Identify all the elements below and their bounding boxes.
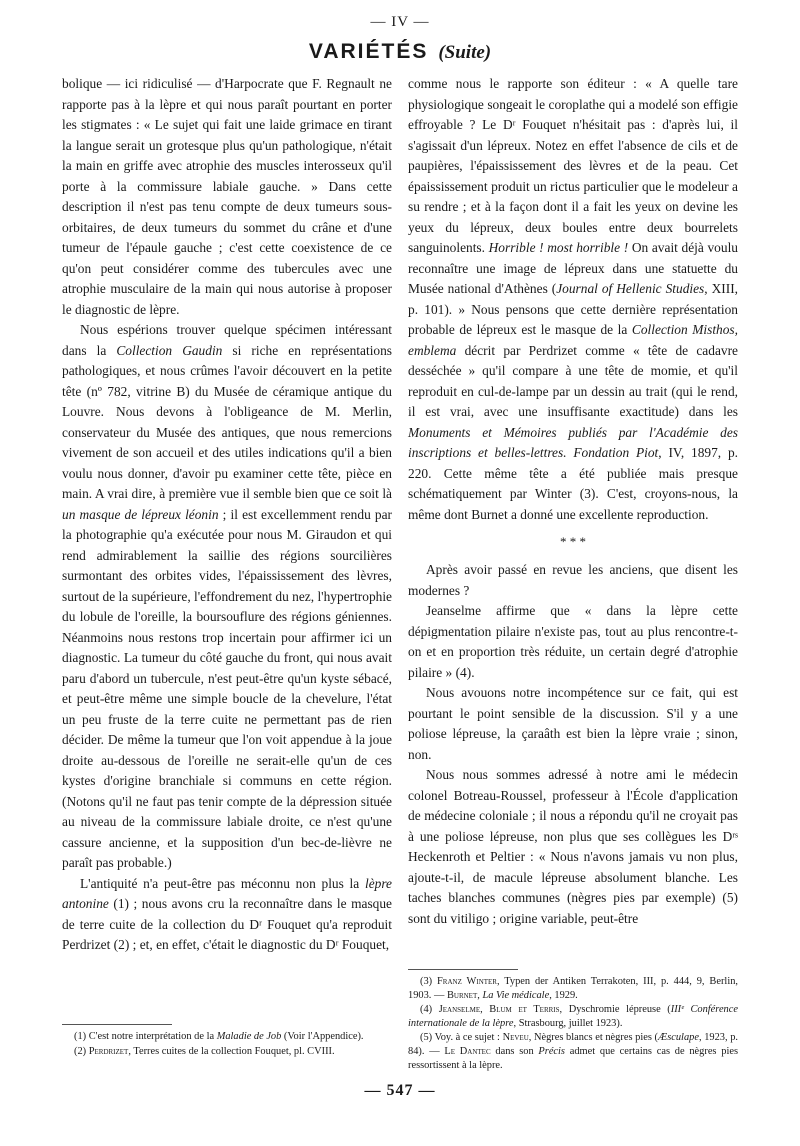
right-footnotes — [408, 963, 738, 1073]
right-paragraph-4: Nous avouons notre incompétence sur ce fait, qui est pourtant le point sensible de la discussion. S'il y a une poliose lépreuse, la çaraâth est bien la lèpre vraie ; sinon, non. — [408, 685, 738, 762]
footnote-3: (3) Franz Winter, Typen der Antiken Terrakoten, III, p. 444, 9, Berlin, 1903. — Burnet, La Vie médicale, 1929. — [408, 976, 738, 1001]
footnote-4: (4) Jeanselme, Blum et Terris, Dyschromie lépreuse (IIIᵉ Conférence internationale de la lèpre, Strasbourg, juillet 1923). — [408, 1004, 738, 1029]
footnote-5: (5) Voy. à ce sujet : Neveu, Nègres blancs et nègres pies (Æsculape, 1923, p. 84). — Le Dantec dans son Précis admet que certains cas de nègres pies ressortissent à la lèpre. — [408, 1032, 738, 1071]
footnote-1: (1) C'est notre interprétation de la Maladie de Job (Voir l'Appendice). — [74, 1031, 364, 1042]
right-column — [408, 74, 738, 929]
page-number-bottom: — 547 — — [364, 1082, 436, 1099]
right-paragraph-1: comme nous le rapporte son éditeur : « A quelle tare physiologique songeait le coroplathe qui a modelé son effigie effroyable ? Le Dʳ Fouquet n'hésitait pas : d'après lui, il s'agissait d'un lépreux. Notez en effet l'absence de cils et de paupières, l'épaississement des lèvres et de la peau. Cet épaississement produit un rictus particulier que le modeleur a su rendre ; et à la façon dont il a fait les yeux on devine les yeux du lépreux, deux boules entre deux bourrelets sanguinolents. Horrible ! most horrible ! On avait déjà voulu reconnaître une image de lépreux dans une statuette du Musée national d'Athènes (Journal of Hellenic Studies, XIII, p. 101). » Nous pensons que cette dernière représentation probable de lépreux est le masque de la Collection Misthos, emblema décrit par Perdrizet comme « tête de cadavre desséchée » qu'il compare à une tête de momie, et qu'il reproduit en cul-de-lampe par un dessin au trait (qui le rend, il est vrai, avec une insuffisante exactitude) dans les Monuments et Mémoires publiés par l'Académie des inscriptions et belles-lettres. Fondation Piot, IV, 1897, p. 220. Cette même tête a été publiée mais presque schématiquement par Winter (3). C'est, croyons-nous, la même dont Burnet a donné une excellente reproduction. — [408, 76, 739, 522]
right-paragraph-3: Jeanselme affirme que « dans la lèpre cette dépigmentation pilaire n'existe pas, tout au plus rencontre-t-on et en proportion très réduite, un certain degré d'atrophie pilaire » (4). — [408, 603, 738, 680]
right-paragraph-2: Après avoir passé en revue les anciens, que disent les modernes ? — [408, 562, 738, 598]
left-paragraph-2: Nous espérions trouver quelque spécimen intéressant dans la Collection Gaudin si riche en représentations pathologiques, et nous crûmes l'avoir découvert en la petite tête (nº 782, vitrine B) du Musée de céramique antique du Louvre. Nous devons à l'obligeance de M. Merlin, conservateur du Musée des antiques, que nous remercions vivement de son accueil et des utiles indications qu'il a bien voulu nous donner, d'avoir pu examiner cette tête, pièce en main. A vrai dire, à première vue il semble bien que ce soit là un masque de lépreux léonin ; il est excellemment rendu par la photographie qu'a exécutée pour nous M. Giraudon et qui rend admirablement la saillie des régions sourcilières surmontant des orbites vides, l'épaississement des lèvres, surtout de la supérieure, l'effondrement du nez, l'hypertrophie du lobule de l'oreille, la boursouflure des régions géniennes. Néanmoins nous restons trop incertain pour affirmer ici un diagnostic. La tumeur du côté gauche du front, qui nous avait paru d'abord un tubercule, n'est peut-être qu'un kyste sébacé, et peut-être même une simple boucle de la chevelure, l'état un peu fruste de la terre cuite ne permettant pas de rien décider. De même la tumeur que l'on voit appendue à la joue droite au-dessous de l'oreille ne serait-elle qu'un de ces kystes d'origine branchiale si communs en cette région. (Notons qu'il ne faut pas tenir compte de la dépression située au niveau de la commissure labiale droite, ce n'est qu'une cassure ancienne, et la supposition d'un bec-de-lièvre ne paraît pas probable.) — [62, 322, 393, 870]
left-paragraph-3: L'antiquité n'a peut-être pas méconnu non plus la lèpre antonine (1) ; nous avons cru la reconnaître dans le masque de terre cuite de la collection du Dʳ Fouquet qu'a reproduit Perdrizet (2) ; et, en effet, c'était le diagnostic du Dʳ Fouquet, — [62, 875, 392, 952]
footnote-2: (2) Perdrizet, Terres cuites de la collection Fouquet, pl. CVIII. — [74, 1045, 335, 1057]
section-separator-stars: * * * — [560, 534, 586, 549]
left-paragraph-1: bolique — ici ridiculisé — d'Harpocrate que F. Regnault ne rapporte pas à la lèpre et qui nous paraît pourtant en porter les stigmates : « Le sujet qui fait une laide grimace en tirant la langue serait un grotesque plus qu'un pathologique, n'était la main en griffe avec atrophie des muscles interosseux qu'il porte à la commissure labiale gauche. » Dans cette description il n'est pas tenu compte de deux tumeurs sous-orbitaires, de deux tumeurs du sommet du crâne et d'une tumeur de l'épaule gauche ; c'est cette coexistence de ce qu'on peut considérer comme des tubercules avec une atrophie musculaire de la main qui nous autorise à proposer le diagnostic de lèpre. — [62, 76, 392, 317]
footnote-divider — [62, 1024, 172, 1025]
footnote-divider — [408, 969, 518, 970]
section-title — [0, 40, 800, 64]
page-number-top: — IV — — [370, 14, 430, 30]
left-footnotes — [62, 1018, 392, 1059]
section-title-text: VARIÉTÉS — [308, 40, 429, 63]
left-column — [62, 74, 392, 956]
section-title-suffix: (Suite) — [438, 42, 492, 63]
right-paragraph-5: Nous nous sommes adressé à notre ami le médecin colonel Botreau-Roussel, professeur à l'École d'application de médecine coloniale ; il nous a répondu qu'il ne croyait pas à une poliose lépreuse, non plus que ses collègues les Dʳˢ Heckenroth et Peltier : « Nous n'avons jamais vu non plus, ajoute-t-il, de macule lépreuse absolument blanche. Les taches blanches communes (nègres pies par exemple) (5) sont du vitiligo ; origine variable, peut-être — [408, 767, 738, 926]
